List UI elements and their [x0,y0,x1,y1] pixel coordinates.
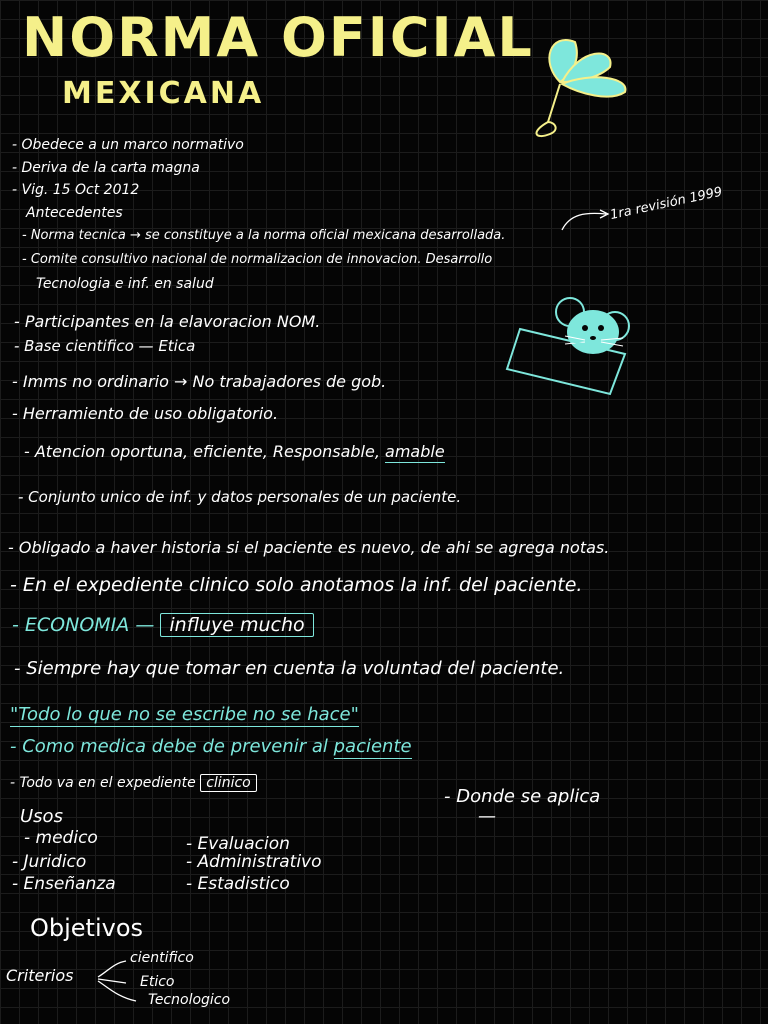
point-atencion [24,442,445,461]
point-vig: - Vig. 15 Oct 2012 [12,182,140,198]
economia-label: - ECONOMIA — [12,614,155,636]
point-marco: - Obedece a un marco normativo [12,137,244,153]
point-donde: - Donde se aplica [444,786,601,807]
usos-estadistico: - Estadistico [186,874,290,894]
page-subtitle: MEXICANA [62,76,265,111]
todo-text: - Todo va en el expediente [10,775,196,791]
atencion-highlight: amable [385,442,445,461]
revision-note: 1ra revisión 1999 [608,184,724,223]
como-highlight: paciente [333,736,412,757]
donde-dash: — [478,806,496,827]
economia-box: influye mucho [160,613,313,637]
point-expediente: - En el expediente clinico solo anotamos la inf. del paciente. [10,574,583,596]
point-conjunto: - Conjunto unico de inf. y datos personales de un paciente. [18,488,462,506]
antecedente-tecnologia: Tecnologia e inf. en salud [36,276,214,292]
point-base: - Base cientifico — Etica [14,337,196,355]
point-todo [10,775,257,791]
antecedente-comite: - Comite consultivo nacional de normalizacion de innovacion. Desarrollo [22,252,493,267]
criterios-label: Criterios [6,966,74,985]
point-obligado: - Obligado a haver historia si el paciente es nuevo, de ahi se agrega notas. [8,538,610,557]
usos-ensenanza: - Enseñanza [12,874,116,894]
todo-box: clinico [200,774,257,792]
point-carta: - Deriva de la carta magna [12,160,200,176]
usos-medico: - medico [24,828,98,848]
usos-evaluacion: - Evaluacion [186,834,290,854]
point-participantes: - Participantes en la elavoracion NOM. [14,312,321,331]
point-siempre: - Siempre hay que tomar en cuenta la voluntad del paciente. [14,658,565,679]
usos-juridico: - Juridico [12,852,87,872]
criterio-etico: Etico [140,974,175,990]
usos-label: Usos [20,806,63,827]
antecedentes-label: Antecedentes [26,205,123,221]
point-como [10,736,412,757]
criterio-tecnologico: Tecnologico [148,992,231,1008]
como-text: - Como medica debe de prevenir al [10,736,328,757]
point-economia [12,614,314,636]
quote-line: "Todo lo que no se escribe no se hace" [10,704,359,725]
point-imss: - Imms no ordinario → No trabajadores de gob. [12,372,387,391]
objetivos-label: Objetivos [30,914,144,942]
criterio-cientifico: cientifico [130,950,194,966]
point-herramienta: - Herramiento de uso obligatorio. [12,404,279,423]
page-title: NORMA OFICIAL [22,6,534,69]
atencion-text: - Atencion oportuna, eficiente, Responsable, [24,442,380,461]
usos-administrativo: - Administrativo [186,852,322,872]
mouse-sign-icon [505,294,635,404]
antecedente-norma: - Norma tecnica → se constituye a la norma oficial mexicana desarrollada. [22,228,506,243]
flower-icon [520,22,640,142]
